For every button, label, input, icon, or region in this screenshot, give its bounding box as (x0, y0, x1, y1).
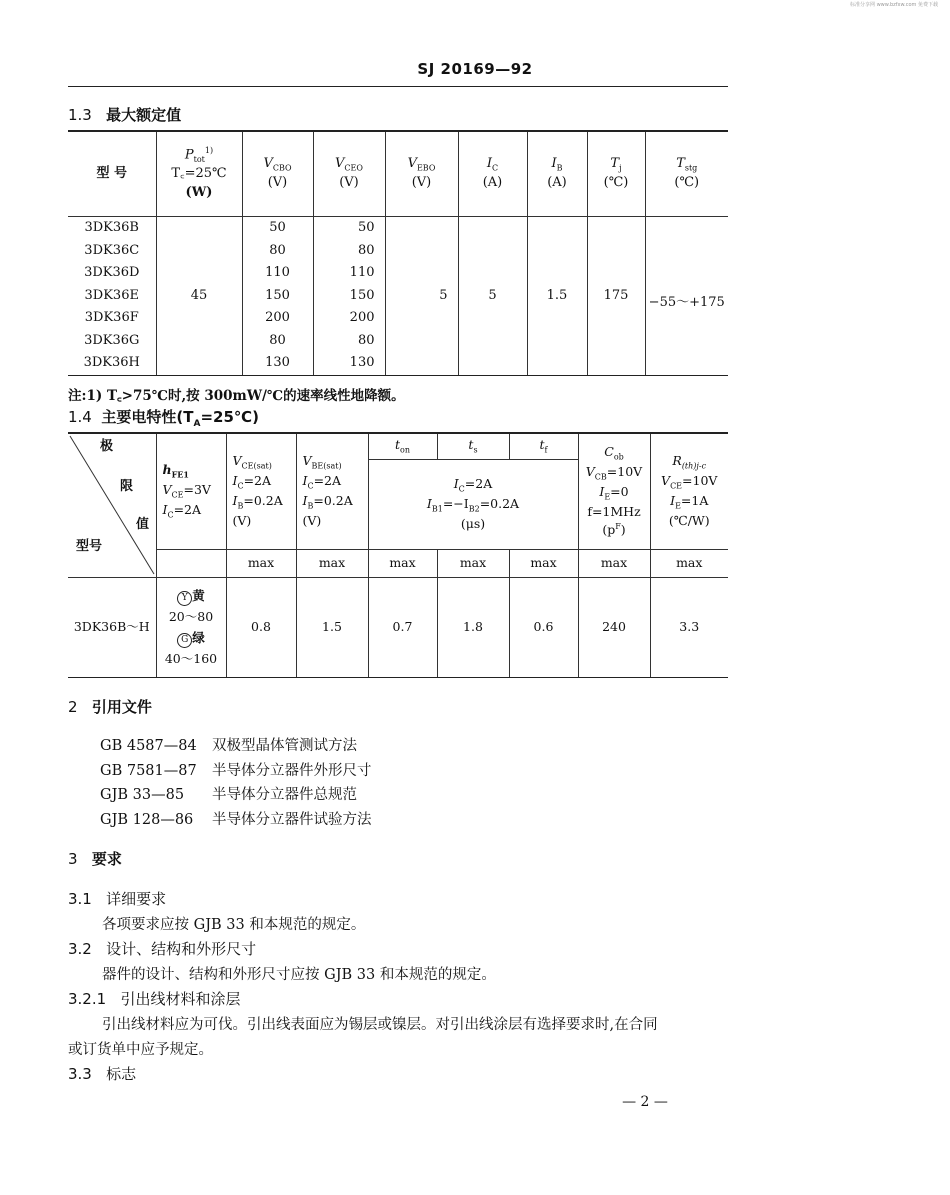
vebo-sub: EBO (416, 163, 436, 173)
vcbo-value: 110 (265, 265, 290, 281)
max-label: max (226, 549, 296, 577)
ib-unit: (A) (547, 175, 567, 191)
cob-c3: f=1MHz (587, 504, 641, 520)
tj-value: 175 (587, 217, 645, 376)
vcbo-value: 80 (269, 242, 286, 258)
cob-unit-end: ) (620, 522, 626, 538)
section-number: 3.2.1 (68, 990, 107, 1008)
vceo-value: 80 (357, 332, 375, 348)
vcbo-unit: (V) (267, 175, 288, 191)
vbe-header (296, 433, 368, 549)
section-3-1-text: 各项要求应按 GJB 33 和本规范的规定。 (102, 917, 366, 933)
model-item: 3DK36E (84, 287, 139, 303)
vbe-c1: I (302, 473, 308, 489)
list-item (100, 808, 372, 833)
cob-sym: C (604, 443, 614, 459)
tstg-value: −55～+175 (645, 217, 728, 376)
table-header-row (68, 131, 728, 217)
col-type: 型 号 (68, 131, 156, 217)
ts-sym: t (468, 437, 474, 453)
section-3-2-1-text-line2: 或订货单中应予规定。 (68, 1042, 213, 1058)
hfe-c2s: C (167, 510, 174, 520)
tf-header (509, 433, 578, 459)
vceo-value: 110 (349, 265, 375, 281)
ts-value: 1.8 (437, 577, 509, 677)
col-vcbo (242, 131, 313, 217)
col-ptot (156, 131, 242, 217)
vbe-sub: BE(sat) (311, 461, 342, 471)
vce-c1v: =2A (243, 473, 272, 489)
ts-sub: s (473, 445, 478, 455)
vcbo-value: 200 (265, 310, 290, 326)
vcbo-sub: CBO (272, 163, 292, 173)
model-list (68, 217, 156, 376)
vebo-sym: V (407, 155, 417, 171)
diag-label-xinghao: 型号 (76, 539, 103, 554)
tf-value: 0.6 (509, 577, 578, 677)
cob-unit: (p (602, 522, 616, 538)
list-item (100, 759, 372, 784)
section-3-heading (68, 848, 122, 869)
section-number: 1.4 (68, 408, 92, 426)
rth-header (650, 433, 728, 549)
tj-unit: (℃) (603, 175, 629, 191)
vcbo-values (242, 217, 313, 376)
rth-sub: (th)j-c (681, 461, 707, 471)
cob-c1v: =10V (606, 464, 643, 479)
vce-unit: (V) (232, 513, 252, 529)
ptot-sub: tot (193, 154, 205, 164)
hfe-c2v: =2A (173, 502, 202, 518)
rth-c1: V (661, 473, 671, 489)
vce-value: 0.8 (226, 577, 296, 677)
data-row (68, 577, 728, 677)
section-title: 最大额定值 (106, 106, 182, 124)
hfe-sub: FE1 (171, 469, 189, 480)
vceo-value: 150 (349, 287, 375, 303)
rth-unit: (℃/W) (668, 513, 710, 529)
section-number: 3.2 (68, 940, 92, 958)
vbe-c1v: =2A (313, 473, 342, 489)
ton-value: 0.7 (368, 577, 437, 677)
diag-label-zhi: 值 (136, 517, 150, 532)
ic-sub: C (492, 163, 499, 173)
tstg-unit: (℃) (674, 175, 700, 191)
vcbo-value: 80 (269, 332, 286, 348)
ton-header (368, 433, 437, 459)
hfe-max-blank (156, 549, 226, 577)
tj-sym: T (610, 155, 620, 171)
section-title: 引用文件 (91, 698, 152, 716)
model-item: 3DK36G (84, 332, 140, 348)
vbe-c2s: B (307, 501, 314, 511)
yellow-circle-mark: Y (177, 591, 192, 606)
ic-sym: I (486, 155, 492, 171)
ptot-value: 45 (156, 217, 242, 376)
col-ib (527, 131, 587, 217)
hfe-values (156, 577, 226, 677)
tj-sub: j (619, 163, 622, 173)
ton-sym: t (395, 437, 401, 453)
ib-value: 1.5 (527, 217, 587, 376)
section-number: 3 (68, 850, 78, 868)
section-title: 引出线材料和涂层 (120, 990, 241, 1008)
col-tj (587, 131, 645, 217)
max-label: max (578, 549, 650, 577)
cob-header (578, 433, 650, 549)
vebo-unit: (V) (411, 175, 432, 191)
vceo-value: 200 (349, 310, 375, 326)
ib-sub: B (556, 163, 563, 173)
vbe-value: 1.5 (296, 577, 368, 677)
vce-c2s: B (237, 501, 244, 511)
section-3-2-heading (68, 938, 256, 959)
vcbo-sym: V (263, 155, 273, 171)
cob-c2: I (599, 484, 605, 500)
ref-code: GJB 33—85 (100, 787, 185, 803)
hfe-green-range: 40～160 (164, 651, 218, 666)
vce-sub: CE(sat) (241, 461, 272, 471)
document-code: SJ 20169—92 (417, 60, 533, 78)
switching-conditions (368, 459, 578, 549)
rth-c2v: =1A (680, 493, 709, 509)
vbe-sym: V (302, 453, 312, 469)
vce-sym: V (232, 453, 242, 469)
vbe-c1s: C (307, 481, 314, 491)
vce-c1: I (232, 473, 238, 489)
rth-c2s: E (675, 501, 681, 511)
section-3-3-heading (68, 1063, 136, 1084)
corner-watermark: 标准分享网 www.bzfxw.com 免费下载 (850, 2, 938, 8)
section-title: 标志 (106, 1065, 137, 1083)
vceo-unit: (V) (339, 175, 359, 191)
tf-sym: t (539, 437, 545, 453)
tstg-sub: stg (684, 163, 698, 173)
col-vebo (385, 131, 458, 217)
model-item: 3DK36C (84, 242, 140, 258)
model-item: 3DK36F (84, 310, 139, 326)
list-item (100, 783, 372, 808)
header-row-3 (68, 549, 728, 577)
diagonal-header-cell (68, 433, 156, 577)
vceo-value: 50 (357, 220, 375, 236)
model-item: 3DK36D (84, 265, 140, 281)
section-number: 1.3 (68, 106, 92, 124)
vbe-unit: (V) (302, 513, 322, 529)
diag-label-ji: 极 (100, 439, 114, 454)
sw-cond1: I (453, 475, 459, 491)
ref-code: GJB 128—86 (100, 811, 194, 828)
cob-c1: V (585, 464, 595, 479)
section-3-2-1-heading (68, 988, 241, 1009)
col-vceo (313, 131, 385, 217)
header-row-1 (68, 433, 728, 459)
header-rule (68, 86, 728, 87)
col-ic (458, 131, 527, 217)
ref-title: 半导体分立器件总规范 (212, 787, 357, 803)
rth-c2: I (670, 493, 676, 509)
sw-cond2c: =0.2A (479, 495, 520, 511)
ptot-sup: 1) (204, 145, 214, 155)
sw-unit: (μs) (460, 516, 486, 532)
green-circle-mark: G (177, 633, 192, 648)
hfe-yellow-label: 黄 (192, 588, 205, 603)
electrical-characteristics-table (68, 432, 728, 678)
section-title-sub: A (193, 419, 201, 429)
sw-cond2bs: B2 (468, 504, 480, 514)
cob-unit-sup: F (615, 522, 621, 532)
col-tstg (645, 131, 728, 217)
tstg-sym: T (676, 155, 685, 171)
tf-sub: f (544, 445, 548, 455)
cob-c2v: =0 (610, 484, 629, 500)
section-title: 详细要求 (106, 890, 167, 908)
section-3-2-text: 器件的设计、结构和外形尺寸应按 GJB 33 和本规范的规定。 (102, 967, 496, 983)
vce-c2: I (232, 493, 238, 509)
ptot-sym: P (184, 147, 194, 163)
section-1-3-heading (68, 104, 181, 125)
hfe-c1s: CE (171, 490, 184, 500)
sw-cond1s: C (458, 484, 465, 494)
hfe-c1: V (162, 482, 172, 498)
table-body-row (68, 217, 728, 376)
vcbo-value: 150 (265, 287, 290, 303)
hfe-c1v: =3V (183, 482, 211, 498)
section-number: 3.1 (68, 890, 92, 908)
vceo-value: 80 (357, 242, 375, 258)
section-3-1-heading (68, 888, 166, 909)
section-title: 设计、结构和外形尺寸 (106, 940, 257, 958)
ic-value: 5 (458, 217, 527, 376)
ib-sym: I (551, 155, 557, 171)
hfe-green-label: 绿 (192, 630, 205, 645)
ref-code: GB 4587—84 (100, 738, 197, 754)
max-label: max (296, 549, 368, 577)
cob-value: 240 (578, 577, 650, 677)
list-item (100, 734, 372, 759)
row-model: 3DK36B～H (68, 577, 156, 677)
model-item: 3DK36H (83, 355, 140, 371)
hfe-c2: I (162, 502, 168, 518)
sw-cond2b: =−I (442, 495, 469, 511)
ref-title: 半导体分立器件外形尺寸 (212, 762, 372, 779)
section-3-2-1-text-line1: 引出线材料应为可伐。引出线表面应为锡层或镍层。对引出线涂层有选择要求时,在合同 (102, 1017, 658, 1033)
vcbo-value: 50 (269, 220, 286, 236)
ic-unit: (A) (482, 175, 503, 191)
max-label: max (368, 549, 437, 577)
vbe-c2: I (302, 493, 308, 509)
ptot-unit: (W) (185, 185, 213, 201)
section-title-end: =25℃) (200, 408, 259, 426)
section-number: 3.3 (68, 1065, 92, 1083)
vce-c2v: =0.2A (243, 493, 283, 509)
rth-c1v: =10V (682, 473, 718, 489)
section-title: 主要电特性(T (101, 408, 194, 426)
vce-header (226, 433, 296, 549)
rth-c1s: CE (670, 481, 683, 491)
section-number: 2 (68, 698, 78, 716)
vceo-value: 130 (349, 355, 375, 371)
ptot-cond: T꜀=25℃ (171, 166, 227, 182)
hfe-yellow-range: 20～80 (168, 609, 214, 624)
max-label: max (509, 549, 578, 577)
vce-c1s: C (237, 481, 244, 491)
diag-label-xian: 限 (120, 479, 134, 494)
page-number: — 2 — (622, 1094, 668, 1110)
vebo-value: 5 (385, 217, 458, 376)
vbe-c2v: =0.2A (313, 493, 353, 509)
vceo-sub: CEO (344, 163, 363, 173)
max-label: max (650, 549, 728, 577)
ton-sub: on (400, 445, 410, 455)
sw-cond1v: =2A (464, 475, 493, 491)
ref-title: 双极型晶体管测试方法 (212, 738, 357, 754)
cob-c1s: CB (594, 472, 607, 482)
section-2-heading (68, 696, 152, 717)
sw-cond2as: B1 (431, 504, 443, 514)
table-note: 注:1) T꜀>75℃时,按 300mW/℃的速率线性地降额。 (68, 388, 405, 404)
vceo-values (313, 217, 385, 376)
vcbo-value: 130 (265, 355, 290, 371)
cob-c2s: E (604, 492, 611, 502)
sw-cond2a: I (426, 495, 432, 511)
section-1-4-heading (68, 406, 259, 429)
ts-header (437, 433, 509, 459)
rth-sym: R (672, 453, 682, 469)
model-item: 3DK36B (84, 220, 139, 236)
rth-value: 3.3 (650, 577, 728, 677)
ref-title: 半导体分立器件试验方法 (212, 811, 372, 828)
max-label: max (437, 549, 509, 577)
ref-code: GB 7581—87 (100, 762, 197, 779)
cob-sub: ob (613, 452, 624, 462)
vceo-sym: V (335, 155, 345, 171)
section-title: 要求 (91, 850, 122, 868)
hfe-sym: h (162, 462, 172, 478)
hfe-header (156, 433, 226, 549)
max-ratings-table (68, 130, 728, 376)
reference-list (100, 734, 372, 832)
